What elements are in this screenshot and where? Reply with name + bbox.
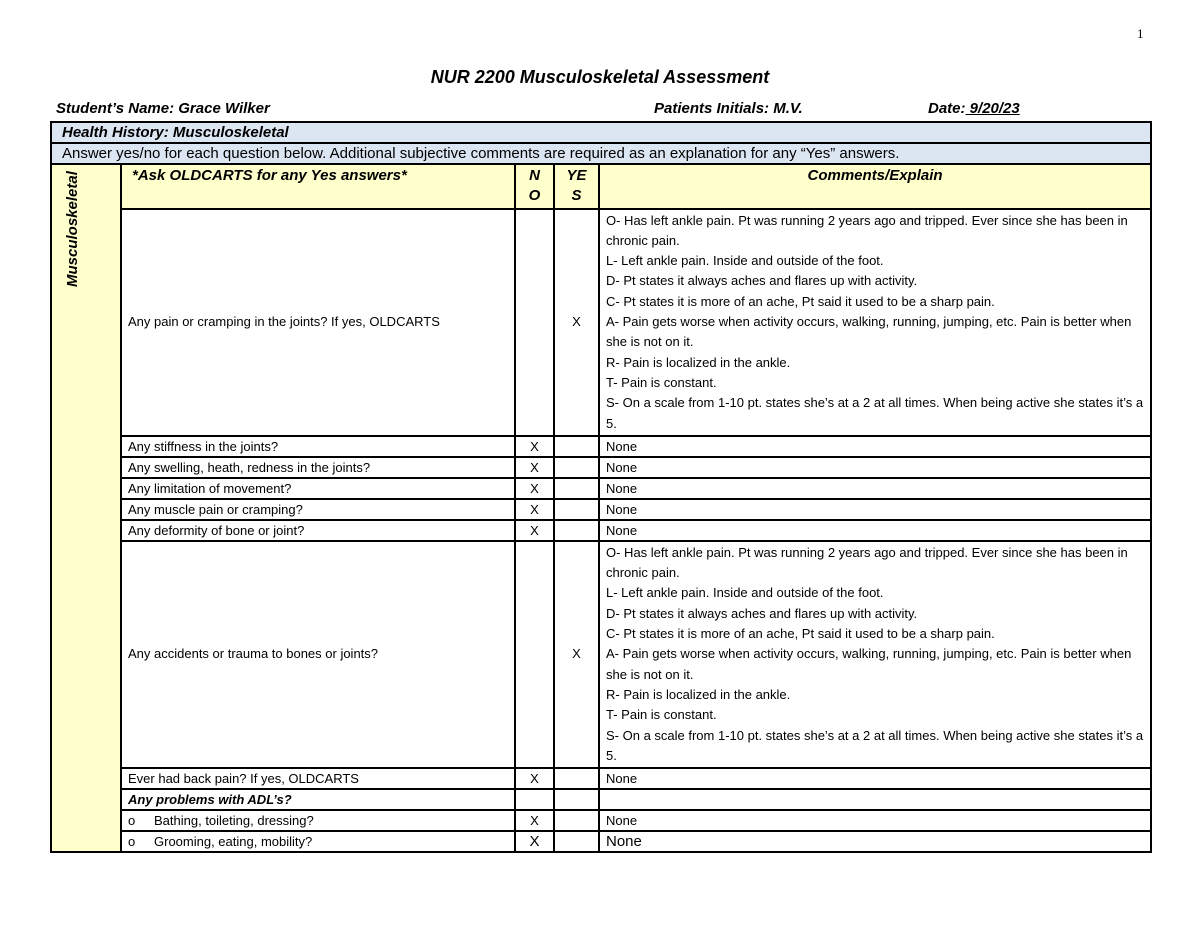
table-row: [51, 520, 1151, 541]
yes-mark: [554, 768, 599, 789]
question-text: Any limitation of movement?: [121, 478, 515, 499]
student-name: Student’s Name: Grace Wilker: [56, 100, 270, 117]
no-mark: [515, 541, 554, 768]
comment-line: L- Left ankle pain. Inside and outside of the foot.: [606, 585, 884, 601]
document-title: NUR 2200 Musculoskeletal Assessment: [430, 67, 770, 87]
table-row: [51, 810, 1151, 831]
side-label-cell: [51, 164, 121, 852]
table-row: [51, 436, 1151, 457]
no-header-line-1: N: [529, 167, 540, 184]
comment-line: L- Left ankle pain. Inside and outside of the foot.: [606, 253, 884, 269]
yes-mark: [554, 499, 599, 520]
patient-initials: Patients Initials: M.V.: [654, 100, 803, 117]
question-column-header: *Ask OLDCARTS for any Yes answers*: [121, 164, 515, 209]
comment-line: A- Pain gets worse when activity occurs, walking, running, jumping, etc. Pain is better when she is not on it.: [606, 646, 1132, 682]
table-row: [51, 478, 1151, 499]
yes-mark: [554, 478, 599, 499]
date-field: [928, 100, 1020, 117]
comment-line: T- Pain is constant.: [606, 707, 717, 723]
comments-cell: None: [599, 457, 1151, 478]
yes-mark: [554, 520, 599, 541]
assessment-table: [50, 121, 1152, 853]
comment-line: S- On a scale from 1-10 pt. states she’s at a 2 at all times. When being active she states it’s a 5.: [606, 395, 1144, 431]
yes-column-header: [554, 164, 599, 209]
comments-cell: [599, 789, 1151, 810]
column-header-row: [51, 164, 1151, 209]
no-mark: X: [515, 768, 554, 789]
comments-cell: None: [599, 520, 1151, 541]
question-cell: [121, 831, 515, 852]
yes-mark: X: [554, 541, 599, 768]
table-row: [51, 541, 1151, 768]
instructions: Answer yes/no for each question below. Additional subjective comments are required as an explanation for any “Yes” answers.: [51, 143, 1151, 164]
question-text: Any stiffness in the joints?: [121, 436, 515, 457]
comment-line: C- Pt states it is more of an ache, Pt said it used to be a sharp pain.: [606, 293, 995, 309]
comment-line: D- Pt states it always aches and flares up with activity.: [606, 273, 918, 289]
comment-line: T- Pain is constant.: [606, 374, 717, 390]
bullet-icon: o: [128, 813, 136, 829]
no-column-header: [515, 164, 554, 209]
no-mark: X: [515, 436, 554, 457]
yes-mark: [554, 789, 599, 810]
question-text: Any muscle pain or cramping?: [121, 499, 515, 520]
comments-cell: None: [599, 499, 1151, 520]
no-mark: X: [515, 831, 554, 852]
question-text: Bathing, toileting, dressing?: [154, 813, 314, 829]
comment-line: D- Pt states it always aches and flares up with activity.: [606, 605, 918, 621]
instructions-row: [51, 143, 1151, 164]
comment-line: S- On a scale from 1-10 pt. states she’s at a 2 at all times. When being active she states it’s a 5.: [606, 727, 1144, 763]
comments-cell: None: [599, 831, 1151, 852]
question-text: Any deformity of bone or joint?: [121, 520, 515, 541]
no-mark: X: [515, 810, 554, 831]
date-label: Date:: [928, 100, 966, 117]
question-text: Any pain or cramping in the joints? If yes, OLDCARTS: [121, 209, 515, 436]
page-number: 1: [1137, 26, 1144, 41]
no-mark: X: [515, 457, 554, 478]
bullet-icon: o: [128, 834, 136, 850]
comment-line: R- Pain is localized in the ankle.: [606, 686, 791, 702]
yes-mark: [554, 831, 599, 852]
question-text: Ever had back pain? If yes, OLDCARTS: [121, 768, 515, 789]
table-row: [51, 789, 1151, 810]
question-text: Any swelling, heath, redness in the joints?: [121, 457, 515, 478]
no-mark: X: [515, 478, 554, 499]
no-mark: X: [515, 520, 554, 541]
comment-line: O- Has left ankle pain. Pt was running 2 years ago and tripped. Ever since she has been in chronic pain.: [606, 544, 1128, 581]
question-text: Any problems with ADL’s?: [121, 789, 515, 810]
date-value: 9/20/23: [965, 100, 1020, 117]
section-header: Health History: Musculoskeletal: [51, 122, 1151, 143]
question-cell: [121, 810, 515, 831]
table-row: [51, 768, 1151, 789]
table-row: [51, 457, 1151, 478]
yes-mark: [554, 810, 599, 831]
comments-cell: None: [599, 810, 1151, 831]
comment-line: C- Pt states it is more of an ache, Pt said it used to be a sharp pain.: [606, 626, 995, 642]
comments-cell: [599, 209, 1151, 436]
comments-cell: [599, 541, 1151, 768]
comments-cell: None: [599, 478, 1151, 499]
info-row: [56, 100, 1148, 120]
comments-cell: None: [599, 768, 1151, 789]
no-header-line-2: O: [528, 187, 541, 205]
section-header-row: [51, 122, 1151, 143]
yes-header-line-2: S: [571, 187, 582, 205]
table-row: [51, 209, 1151, 436]
yes-mark: [554, 436, 599, 457]
no-mark: [515, 209, 554, 436]
yes-mark: X: [554, 209, 599, 436]
table-row: [51, 499, 1151, 520]
comment-line: R- Pain is localized in the ankle.: [606, 354, 791, 370]
comment-line: O- Has left ankle pain. Pt was running 2 years ago and tripped. Ever since she has been in chronic pain.: [606, 212, 1128, 248]
question-text: Grooming, eating, mobility?: [154, 834, 313, 850]
yes-mark: [554, 457, 599, 478]
comment-line: A- Pain gets worse when activity occurs, walking, running, jumping, etc. Pain is better when she is not on it.: [606, 314, 1132, 350]
no-mark: X: [515, 499, 554, 520]
no-mark: [515, 789, 554, 810]
comments-column-header: Comments/Explain: [599, 164, 1151, 209]
yes-header-line-1: YE: [566, 167, 587, 184]
question-text: Any accidents or trauma to bones or joints?: [121, 541, 515, 768]
side-label: Musculoskeletal: [64, 171, 81, 287]
comments-cell: None: [599, 436, 1151, 457]
table-row: [51, 831, 1151, 852]
